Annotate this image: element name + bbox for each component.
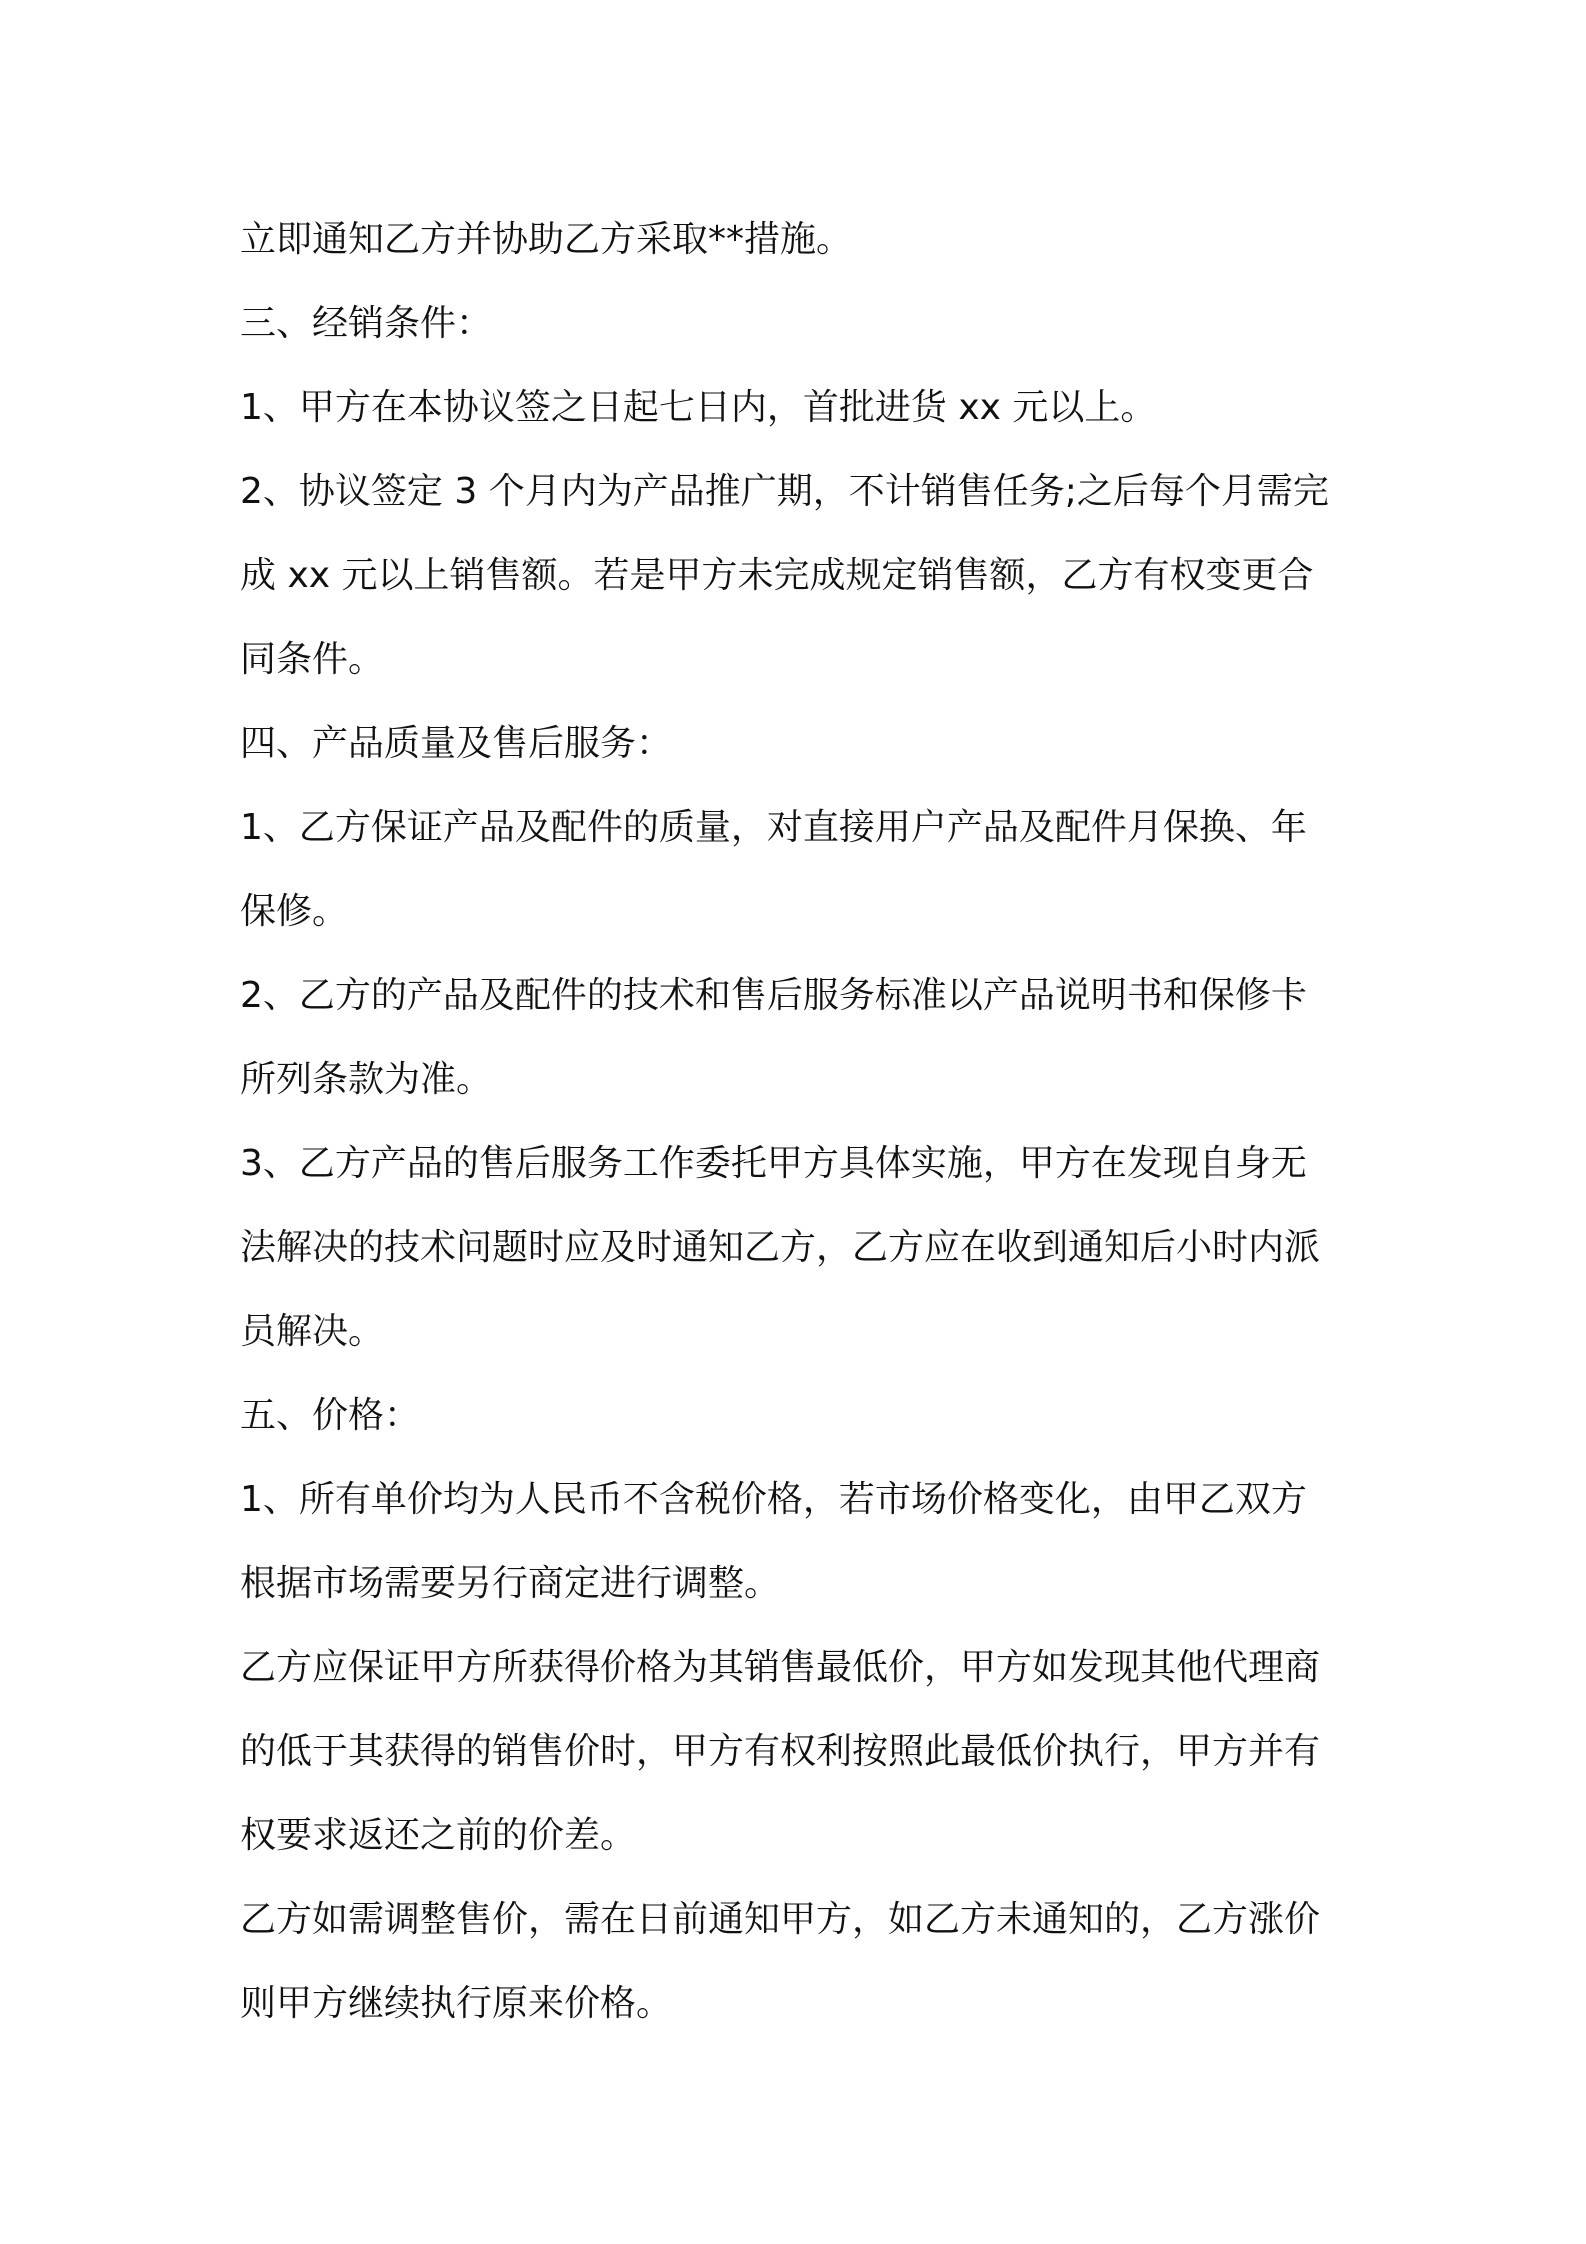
text-line: 员解决。: [240, 1311, 385, 1352]
text-line: 保修。: [240, 891, 349, 932]
section-heading-3: 三、经销条件：: [240, 303, 493, 344]
text-line: 3、乙方产品的售后服务工作委托甲方具体实施，甲方在发现自身无: [240, 1143, 1307, 1184]
text-line: 1、所有单价均为人民币不含税价格，若市场价格变化，由甲乙双方: [240, 1479, 1307, 1520]
text-line: 成 xx 元以上销售额。若是甲方未完成规定销售额，乙方有权变更合: [240, 555, 1314, 596]
text-line: 权要求返还之前的价差。: [240, 1815, 637, 1856]
text-line: 2、协议签定 3 个月内为产品推广期，不计销售任务;之后每个月需完: [240, 471, 1329, 512]
text-line: 所列条款为准。: [240, 1059, 493, 1100]
text-line: 1、甲方在本协议签之日起七日内，首批进货 xx 元以上。: [240, 387, 1157, 428]
text-line: 乙方如需调整售价，需在日前通知甲方，如乙方未通知的，乙方涨价: [240, 1899, 1321, 1940]
section-heading-4: 四、产品质量及售后服务：: [240, 723, 673, 764]
text-line: 根据市场需要另行商定进行调整。: [240, 1563, 781, 1604]
text-line: 乙方应保证甲方所获得价格为其销售最低价，甲方如发现其他代理商: [240, 1647, 1321, 1688]
contract-text: [240, 198, 1350, 2046]
text-line: 1、乙方保证产品及配件的质量，对直接用户产品及配件月保换、年: [240, 807, 1307, 848]
text-line: 立即通知乙方并协助乙方采取**措施。: [240, 219, 853, 260]
text-line: 的低于其获得的销售价时，甲方有权利按照此最低价执行，甲方并有: [240, 1731, 1321, 1772]
text-line: 同条件。: [240, 639, 385, 680]
text-line: 法解决的技术问题时应及时通知乙方，乙方应在收到通知后小时内派: [240, 1227, 1321, 1268]
text-line: 则甲方继续执行原来价格。: [240, 1983, 673, 2024]
text-line: 2、乙方的产品及配件的技术和售后服务标准以产品说明书和保修卡: [240, 975, 1307, 1016]
section-heading-5: 五、价格：: [240, 1395, 421, 1436]
